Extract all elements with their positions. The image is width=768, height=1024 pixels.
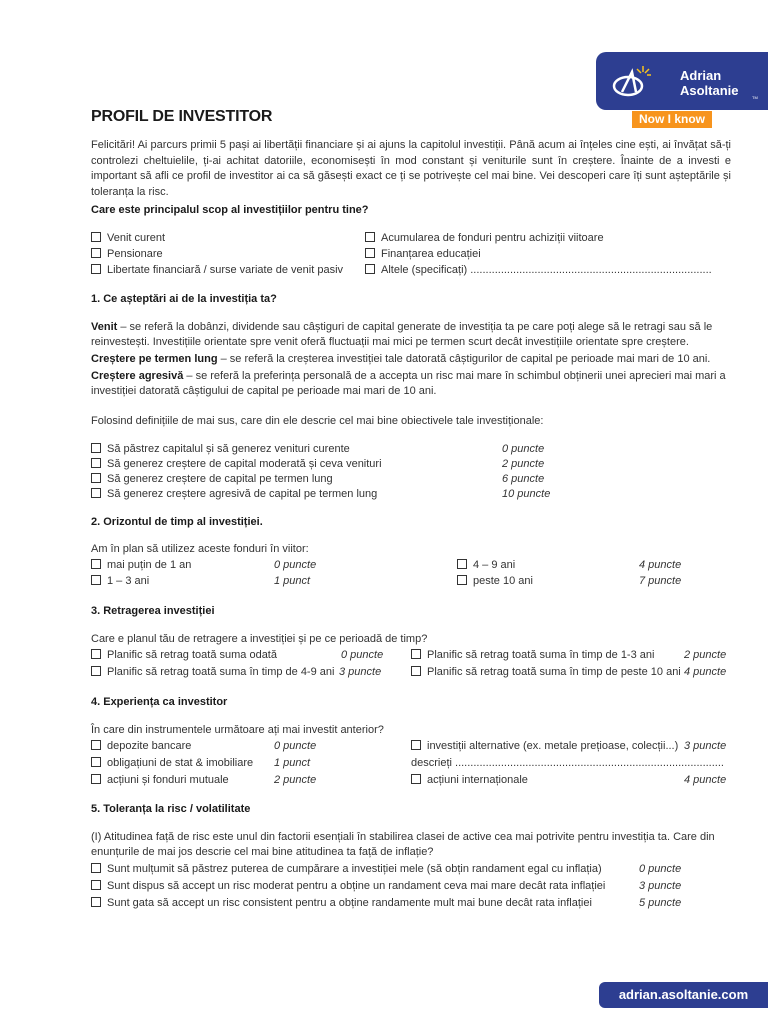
checkbox[interactable]: [365, 264, 375, 274]
definition-crestere-lunga: Creștere pe termen lung – se referă la creșterea investiției tale datorată câștigurilor de capital pe perioade mai mari de 10 ani.: [91, 353, 711, 365]
goal-option[interactable]: Libertate financiară / surse variate de venit pasiv: [91, 263, 343, 278]
brand-tagline: Now I know: [632, 111, 712, 128]
s2-option[interactable]: mai puțin de 1 an: [91, 558, 191, 573]
goal-option[interactable]: Acumularea de fonduri pentru achiziții viitoare: [365, 231, 604, 246]
points: 2 puncte: [274, 774, 317, 786]
s2-option[interactable]: 4 – 9 ani: [457, 558, 515, 573]
goal-option[interactable]: Venit curent: [91, 231, 165, 246]
points: 2 puncte: [684, 649, 727, 661]
checkbox[interactable]: [91, 232, 101, 242]
s5-option[interactable]: Sunt dispus să accept un risc moderat pentru a obține un randament ceva mai mare decât rata inflației: [91, 879, 605, 894]
points: 0 puncte: [274, 740, 317, 752]
points: 0 puncte: [274, 559, 317, 571]
section-3-heading: 3. Retragerea investiției: [91, 605, 215, 617]
checkbox[interactable]: [91, 757, 101, 767]
s3-option[interactable]: Planific să retrag toată suma în timp de 1-3 ani: [411, 648, 654, 663]
checkbox[interactable]: [411, 774, 421, 784]
section-5-heading: 5. Toleranța la risc / volatilitate: [91, 803, 251, 815]
points: 4 puncte: [684, 774, 727, 786]
s4-option[interactable]: acțiuni internaționale: [411, 773, 528, 788]
points: 4 puncte: [639, 559, 682, 571]
checkbox[interactable]: [91, 473, 101, 483]
checkbox[interactable]: [91, 458, 101, 468]
section-4-heading: 4. Experiența ca investitor: [91, 696, 228, 708]
points: 6 puncte: [502, 473, 545, 485]
checkbox[interactable]: [457, 559, 467, 569]
points: 3 puncte: [684, 740, 727, 752]
points: 7 puncte: [639, 575, 682, 587]
points: 3 puncte: [639, 880, 682, 892]
checkbox[interactable]: [411, 649, 421, 659]
checkbox[interactable]: [91, 774, 101, 784]
checkbox[interactable]: [91, 666, 101, 676]
points: 2 puncte: [502, 458, 545, 470]
checkbox[interactable]: [411, 666, 421, 676]
points: 0 puncte: [341, 649, 384, 661]
points: 1 punct: [274, 575, 311, 587]
section-1-prompt: Folosind definițiile de mai sus, care din ele descrie cel mai bine obiectivele tale investiționale:: [91, 415, 544, 427]
section-1-heading: 1. Ce așteptări ai de la investiția ta?: [91, 293, 277, 305]
brand-logo: [596, 52, 768, 110]
section-2-prompt: Am în plan să utilizez aceste fonduri în viitor:: [91, 543, 309, 555]
s4-option[interactable]: investiții alternative (ex. metale prețioase, colecții...): [411, 739, 678, 754]
checkbox[interactable]: [457, 575, 467, 585]
goal-option[interactable]: Altele (specificați) ...............................................................................: [365, 263, 712, 278]
page-title: PROFIL DE INVESTITOR: [91, 108, 273, 125]
s3-option[interactable]: Planific să retrag toată suma în timp de 4-9 ani: [91, 665, 334, 680]
section-4-prompt: În care din instrumentele următoare ați mai investit anterior?: [91, 724, 384, 736]
checkbox[interactable]: [91, 880, 101, 890]
section-3-prompt: Care e planul tău de retragere a investiției și pe ce perioadă de timp?: [91, 633, 428, 645]
s1-option[interactable]: Să generez creștere de capital pe termen lung: [91, 472, 333, 487]
brand-name-last: Asoltanie: [680, 83, 739, 98]
checkbox[interactable]: [91, 264, 101, 274]
s2-option[interactable]: 1 – 3 ani: [91, 574, 149, 589]
definition-venit: Venit – se referă la dobânzi, dividende sau câștiguri de capital generate de investiția ta pe care poți alege să le retragi sau să le reinvestești. Investițiile orientate spre venit oferă fluctuații mai mici pe termen scurt decât investițiile orientate spre creștere.: [91, 321, 713, 348]
brand-name-first: Adrian: [680, 68, 722, 83]
points: 3 puncte: [339, 666, 382, 678]
brand-mark-icon: [610, 62, 652, 100]
checkbox[interactable]: [91, 488, 101, 498]
checkbox[interactable]: [91, 863, 101, 873]
checkbox[interactable]: [91, 897, 101, 907]
brand-trademark: TM: [752, 95, 758, 100]
s1-option[interactable]: Să generez creștere agresivă de capital pe termen lung: [91, 487, 377, 502]
goal-option[interactable]: Pensionare: [91, 247, 163, 262]
checkbox[interactable]: [365, 248, 375, 258]
s2-option[interactable]: peste 10 ani: [457, 574, 533, 589]
definition-crestere-agresiva: Creștere agresivă – se referă la preferința personală de a accepta un risc mai mare în schimbul obținerii unei aprecieri mai mari a investiției datorată câștigului de capital pe perioade mai mari de 10 ani.: [91, 370, 726, 397]
footer-url-link[interactable]: adrian.asoltanie.com: [599, 982, 768, 1008]
checkbox[interactable]: [91, 559, 101, 569]
goal-question: Care este principalul scop al investițiilor pentru tine?: [91, 204, 369, 216]
s4-describe-field[interactable]: descrieți ........................................................................................: [411, 757, 724, 769]
section-2-heading: 2. Orizontul de timp al investiției.: [91, 516, 263, 528]
s1-option[interactable]: Să generez creștere de capital moderată și ceva venituri: [91, 457, 382, 472]
checkbox[interactable]: [91, 575, 101, 585]
section-5-prompt: (I) Atitudinea față de risc este unul din factorii esențiali în stabilirea clasei de active cea mai potrivite pentru investiția ta. Care din enunțurile de mai jos descrie cel mai bine atitudinea ta față de inflație?: [91, 831, 715, 858]
s1-option[interactable]: Să păstrez capitalul și să generez venituri curente: [91, 442, 350, 457]
points: 10 puncte: [502, 488, 551, 500]
checkbox[interactable]: [91, 649, 101, 659]
s3-option[interactable]: Planific să retrag toată suma în timp de peste 10 ani: [411, 665, 681, 680]
s3-option[interactable]: Planific să retrag toată suma odată: [91, 648, 277, 663]
points: 4 puncte: [684, 666, 727, 678]
s5-option[interactable]: Sunt mulțumit să păstrez puterea de cumpărare a investiției mele (să obțin randament egal cu inflația): [91, 862, 602, 877]
intro-text: Felicitări! Ai parcurs primii 5 pași ai libertății financiare și ai ajuns la capitolul investiții. Până acum ai înțeles cine ești, ai învățat să-ți controlezi cheltuielile, ți-ai achitat datoriile, economisești în mod constant și veniturile sunt în creștere. Înainte de a investi e important să afli ce profil de investitor ai ca să găsești exact ce ți se potrivește cel mai bine. Vei descoperi care îți sunt așteptările și toleranța la risc.: [91, 139, 731, 198]
checkbox[interactable]: [365, 232, 375, 242]
points: 0 puncte: [502, 443, 545, 455]
goal-option[interactable]: Finanțarea educației: [365, 247, 481, 262]
s4-option[interactable]: acțiuni și fonduri mutuale: [91, 773, 229, 788]
s4-option[interactable]: obligațiuni de stat & imobiliare: [91, 756, 253, 771]
checkbox[interactable]: [91, 248, 101, 258]
points: 5 puncte: [639, 897, 682, 909]
s5-option[interactable]: Sunt gata să accept un risc consistent pentru a obține randamente mult mai bune decât rata inflației: [91, 896, 592, 911]
points: 1 punct: [274, 757, 311, 769]
s4-option[interactable]: depozite bancare: [91, 739, 191, 754]
checkbox[interactable]: [91, 443, 101, 453]
points: 0 puncte: [639, 863, 682, 875]
checkbox[interactable]: [411, 740, 421, 750]
checkbox[interactable]: [91, 740, 101, 750]
